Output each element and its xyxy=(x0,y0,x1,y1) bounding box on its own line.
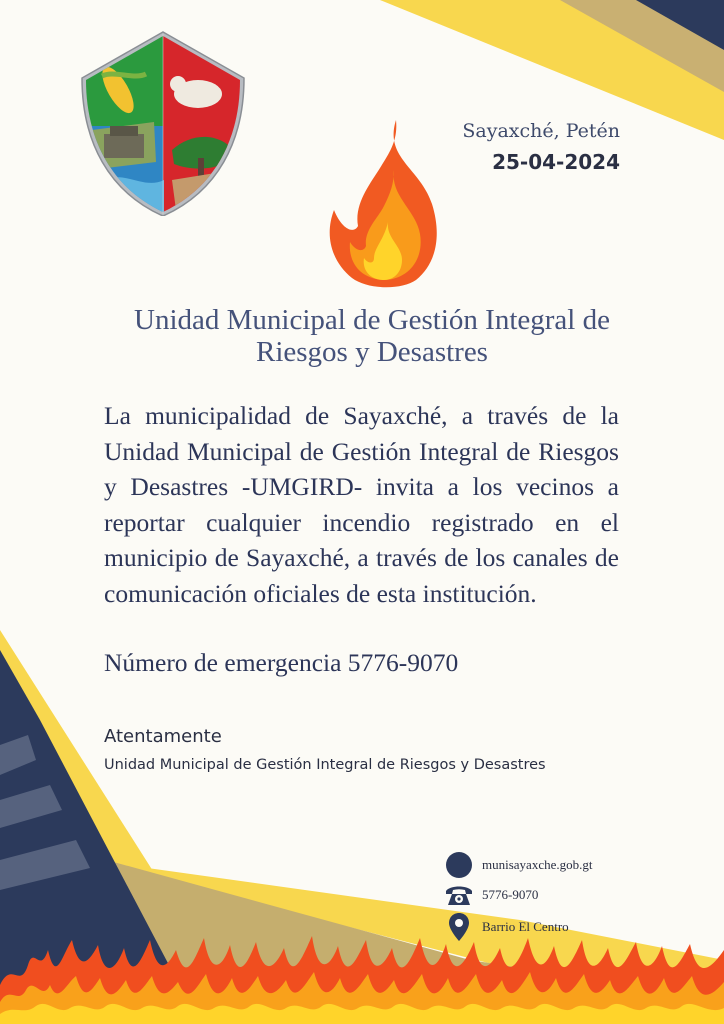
contact-phone[interactable] xyxy=(444,880,538,910)
contact-website-text: munisayaxche.gob.gt xyxy=(482,857,593,872)
location-text: Sayaxché, Petén xyxy=(462,120,620,142)
phone-icon xyxy=(444,880,474,910)
closing-text: Atentamente xyxy=(104,726,222,747)
contact-address-text: Barrio El Centro xyxy=(482,919,569,934)
municipal-crest-logo xyxy=(74,30,252,216)
flame-icon xyxy=(324,118,448,290)
body-paragraph: La municipalidad de Sayaxché, a través de la Unidad Municipal de Gestión Integral de Riesgos y Desastres -UMGIRD- invita a los vecinos a reportar cualquier incendio registrado en el municipio de Sayaxché, a través de los canales de comunicación oficiales de esta institución. xyxy=(104,401,619,608)
contact-website[interactable] xyxy=(444,850,592,880)
title-line-1: Unidad Municipal de Gestión Integral de xyxy=(134,304,610,336)
signature-unit: Unidad Municipal de Gestión Integral de Riesgos y Desastres xyxy=(104,757,546,773)
contact-phone-text: 5776-9070 xyxy=(482,887,539,902)
globe-icon xyxy=(444,850,474,880)
date-text: 25-04-2024 xyxy=(492,150,620,174)
contact-address[interactable] xyxy=(444,912,569,942)
title-line-2: Riesgos y Desastres xyxy=(256,336,488,368)
emergency-number: Número de emergencia 5776-9070 xyxy=(104,648,459,677)
page-title xyxy=(70,304,674,368)
map-pin-icon xyxy=(444,912,474,942)
